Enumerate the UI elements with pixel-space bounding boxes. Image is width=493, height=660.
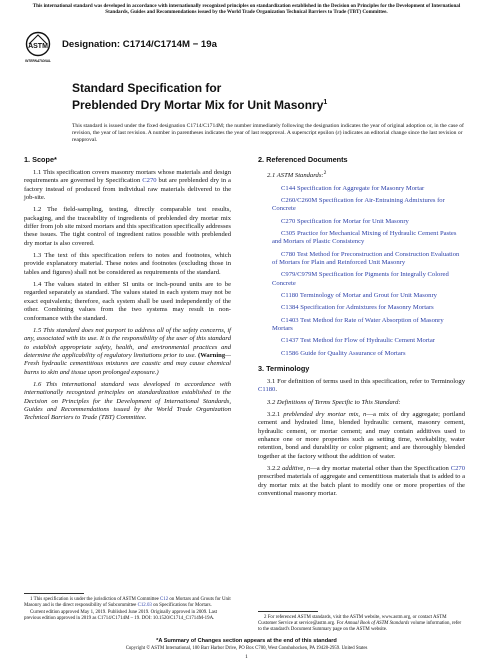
reference-item[interactable]: C305 Practice for Mechanical Mixing of Hydraulic Cement Pastes and Mortars of Plastic Consistency — [272, 229, 457, 246]
reference-item[interactable]: C260/C260M Specification for Air-Entraining Admixtures for Concrete — [272, 196, 445, 213]
scope-1-6: 1.6 This international standard was developed in accordance with internationally recognized principles on standardization established in the Decision on Principles for the Development of International Standards, Guides and Recommendations issued by the World Trade Organization Technical Barriers to Trade (TBT) Committee. — [24, 380, 231, 422]
left-column — [24, 155, 231, 427]
footnote-divider — [258, 611, 318, 612]
top-notice: This international standard was developed in accordance with internationally recognized principles on standardization established in the Decision on Principles for the Development of International Standards, Guides and Recommendations issued by the World Trade Organization Technical Barriers to Trade (TBT) Committee. — [32, 3, 461, 16]
terminology-heading: 3. Terminology — [258, 364, 310, 374]
link-c270[interactable]: C270 — [450, 465, 465, 473]
reference-item[interactable]: C780 Test Method for Preconstruction and Construction Evaluation of Mortars for Plain and Reinforced Unit Masonry — [272, 250, 460, 266]
standard-title — [72, 82, 327, 112]
refdocs-heading: 2. Referenced Documents — [258, 155, 348, 164]
reference-item[interactable]: C1384 Specification for Admixtures for Masonry Mortars — [281, 304, 434, 312]
astm-logo — [24, 31, 52, 65]
footnote-1: 1 This specification is under the jurisdiction of ASTM Committee C12 on Mortars and Grouts for Unit Masonry and is the direct responsibility of Subcommittee C12.03 on Specifications for Mortars. Current edition approved May 1, 2019. Published June 2019. Originally approved in 2009. Last previous edition approved in 2019 as C1714/C1714M – 19. DOI: 10.1520/C1714_C1714M-19A. — [24, 597, 231, 621]
scope-1-1: 1.1 This specification covers masonry mortars whose materials and design requirements are governed by Specification C270 but are preblended dry in a factory instead of produced from individual raw materials delivered to the job-site. — [24, 169, 231, 202]
link-c12[interactable]: C12 — [160, 597, 169, 602]
refdocs-sub: 2.1 ASTM Standards:$^2$ — [267, 170, 327, 180]
terminology-3-2-1: 3.2.1 preblended dry mortar mix, n—a mix of dry aggregate; portland cement and hydrated lime, blended hydraulic cement, masonry cement, hydraulic cement, or mortar cement; and may contain additives used to enhance one or more properties such as setting time, workability, water retention, bond and durability or color pigment; and are thoroughly blended together at the factory without the addition of water. — [258, 411, 465, 460]
svg-text:INTERNATIONAL: INTERNATIONAL — [25, 59, 51, 63]
link-c1180[interactable]: C1180 — [258, 386, 276, 394]
reference-item[interactable]: C1180 Terminology of Mortar and Grout for Unit Masonry — [281, 291, 437, 299]
scope-1-2: 1.2 The field-sampling, testing, directly comparable test results, packaging, and the traceability of ingredients of preblended dry mortar mix differ from job site mixed mortars and this specification specifically addresses these issues. The tight control of ingredient ratios possible with preblended dry mortar is also covered. — [24, 206, 231, 247]
reference-item[interactable]: C1403 Test Method for Rate of Water Absorption of Masonry Mortars — [272, 316, 444, 332]
reference-item[interactable]: C144 Specification for Aggregate for Masonry Mortar — [281, 184, 425, 192]
copyright-line: Copyright © ASTM International, 100 Barr Harbor Drive, PO Box C700, West Conshohocken, PA 19428-2959. United States — [125, 646, 368, 651]
issued-note: This standard is issued under the fixed designation C1714/C1714M; the number immediately following the designation indicates the year of original adoption or, in the case of revision, the year of last revision. A number in parentheses indicates the year of last reapproval. A superscript epsilon (ε) indicates an editorial change since the last revision or reapproval. — [72, 123, 464, 143]
terminology-3-2-2: 3.2.2 additive, n—a dry mortar material other than the Specification C270 prescribed materials of aggregate and cementitious materials that is added to a dry mortar mix at the batch plant to modify one or more properties of the conventional masonry mortar. — [258, 465, 465, 498]
title-line-1: Standard Specification for — [72, 81, 222, 95]
scope-1-4: 1.4 The values stated in either SI units or inch-pound units are to be regarded separately as standard. The values stated in each system may not be exact equivalents; therefore, each system shall be used independently of the other. Combining values from the two systems may result in non-conformance with the standard. — [24, 281, 231, 322]
title-footnote-mark: 1 — [323, 98, 328, 106]
svg-text:ASTM: ASTM — [28, 43, 48, 50]
summary-of-changes-note: *A Summary of Changes section appears at the end of this standard — [156, 638, 337, 644]
terminology-3-1: 3.1 For definition of terms used in this specification, refer to Terminology C1180. — [258, 378, 465, 394]
right-column — [258, 155, 465, 503]
footnote-divider — [24, 593, 84, 594]
reference-item[interactable]: C270 Specification for Mortar for Unit Masonry — [281, 217, 409, 225]
reference-item[interactable]: C979/C979M Specification for Pigments for Integrally Colored Concrete — [272, 271, 449, 287]
designation: Designation: C1714/C1714M − 19a — [62, 39, 217, 50]
link-c12-03[interactable]: C12.03 — [137, 603, 152, 608]
reference-list — [258, 185, 465, 359]
footnote-2: 2 For referenced ASTM standards, visit the ASTM website, www.astm.org, or contact ASTM Customer Service at service@astm.org. For Annual Book of ASTM Standards volume information, refer to the standard's Document Summary page on the ASTM website. — [258, 615, 462, 632]
scope-heading: 1. Scope* — [24, 155, 57, 164]
scope-1-5: 1.5 This standard does not purport to address all of the safety concerns, if any, associated with its use. It is the responsibility of the user of this standard to establish appropriate safety, health, and environmental practices and determine the applicability of regulatory limitations prior to use. (Warning—Fresh hydraulic cementitious mixtures are caustic and may cause chemical burns to skin and tissue upon prolonged exposure.) — [24, 326, 231, 376]
link-c270[interactable]: C270 — [142, 177, 157, 185]
title-line-2: Preblended Dry Mortar Mix for Unit Masonry$^1$ — [72, 97, 328, 112]
reference-item[interactable]: C1437 Test Method for Flow of Hydraulic Cement Mortar — [281, 337, 435, 345]
terminology-3-2: 3.2 Definitions of Terms Specific to This Standard: — [267, 398, 401, 406]
reference-item[interactable]: C1586 Guide for Quality Assurance of Mortars — [281, 349, 406, 357]
scope-1-3: 1.3 The text of this specification refers to notes and footnotes, which provide explanatory material. These notes and footnotes (excluding those in tables and figures) shall not be considered as requirements of the standard. — [24, 252, 231, 276]
page-number: 1 — [245, 654, 248, 660]
